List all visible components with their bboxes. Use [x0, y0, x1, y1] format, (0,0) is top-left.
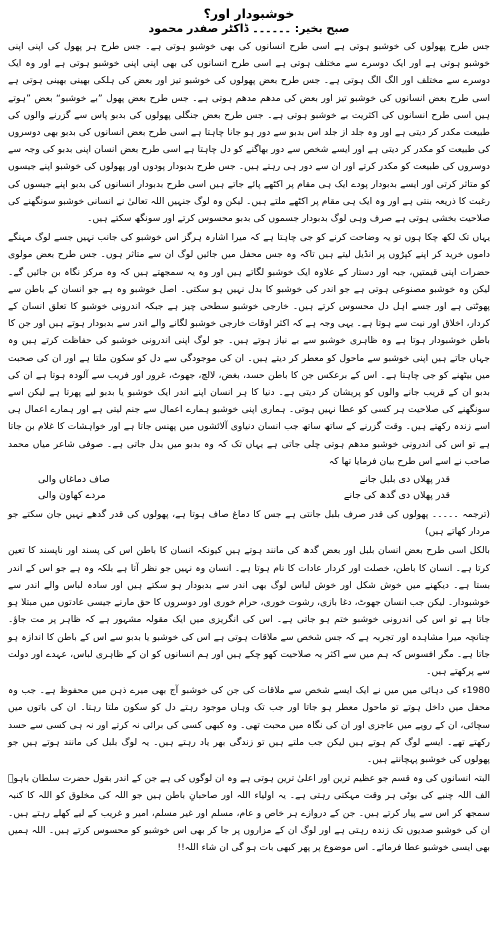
verse-line-2-first-half: قدر پھلاں دی گدھ کی جانے: [343, 490, 450, 502]
paragraph-5: البتہ انسانوں کی وہ قسم جو عظیم ترین اور اعلیٰ ترین ہوتی ہے وہ ان لوگوں کی ہے جن کے اندر بقول حضرت سلطان باہوؒ الف اللہ چنبے کی بوٹی ہر وقت مہکتی رہتی ہے۔ یہ اولیاء اللہ اور صاحبانِ باطن ہیں جو اللہ کی مخلوق کو اللہ کا کنبہ سمجھ کر اس سے پیار کرتے ہیں۔ جن کے دروازے ہر خاص و عام، مسلم اور غیر مسلم، امیر و غریب کے لیے کھلے رہتے ہیں۔ ان کی خوشبو صدیوں تک زندہ رہتی ہے اور لوگ ان کے مزاروں پر جا کر بھی اس خوشبو کو محسوس کرتے ہیں۔ اللہ ہمیں بھی ایسی خوشبو عطا فرمائے۔ اس موضوع پر پھر کبھی بات ہو گی ان شاء اللہ!!: [8, 773, 490, 853]
paragraph-4: 1980ء کی دہائی میں میں نے ایک ایسے شخص سے ملاقات کی جن کی خوشبو آج بھی میرے ذہن میں محفوظ ہے۔ جب وہ محفل میں داخل ہوتے تو ماحول معطر ہو جاتا اور جب تک وہاں موجود رہتے دل کو سکون ملتا رہتا۔ ان کی باتوں میں سچائی، ان کے رویے میں عاجزی اور ان کی نگاہ میں محبت تھی۔ وہ کبھی کسی کی برائی نہ کرتے اور نہ ہی کسی سے حسد رکھتے تھے۔ ایسے لوگ کم ہوتے ہیں لیکن جب ملتے ہیں تو زندگی بھر یاد رہتے ہیں۔ یہ لوگ بلبل کی مانند ہوتے ہیں جو پھولوں کی خوشبو پہچانتے ہیں۔: [8, 685, 490, 765]
verse-line-2-second-half: مردے کھاون والی: [38, 490, 106, 502]
article-title: خوشبودار اور؟: [203, 6, 295, 21]
paragraph-1: جس طرح پھولوں کی خوشبو ہوتی ہے اسی طرح انسانوں کی بھی خوشبو ہوتی ہے۔ جس طرح ہر پھول کی اپنی اپنی خوشبو ہوتی ہے اور ایک دوسرے سے مختلف ہوتی ہے اسی طرح انسانوں کی بھی اپنی اپنی خوشبو ہوتی ہے اور وہ ایک دوسرے سے مختلف اور الگ الگ ہوتی ہے۔ جس طرح بعض پھولوں کی خوشبو تیز اور بعض کی ہلکی بھینی بھینی ہوتی ہے اسی طرح بعض انسانوں کی خوشبو تیز اور بعض کی مدھم مدھم ہوتی ہے۔ جس طرح بعض پھول ”بے خوشبو“ بعض ”ہوتے ہیں اسی طرح انسانوں کی اکثریت بے خوشبو ہوتی ہے۔ جس طرح بعض جنگلی پھولوں کی بدبو پاس سے گزرنے والوں کی طبیعت مکدر کر دیتی ہے اور وہ جلد از جلد اس بدبو سے دور ہو جانا چاہتا ہے اسی طرح بعض انسانوں کی بدبو بھی دوسروں کی طبیعت کو مکدر کر دیتی ہے اور ایسے شخص سے دور بھاگنے کو دل چاہتا ہے اسی طرح بعض انسان اپنی بدبو کی وجہ سے دوسروں کی طبیعت کو مکدر کرتے اور ان سے دور ہی رہتے ہیں۔ جس طرح بدبودار پودوں اور پھولوں کی خوشبو اپنے جیسوں کو متاثر کرتی اور ایسے بدبودار پودے ایک ہی مقام پر اکٹھے پائے جاتے ہیں اسی طرح بدبودار انسانوں کی بدبو اپنے جیسوں کی رغبت کا ذریعہ بنتی ہے اور وہ ایک ہی مقام پر اکٹھے ملتے ہیں۔ لیکن وہ لوگ جنہیں اللہ تعالیٰ نے انسانی خوشبو سونگھنے کی صلاحیت بخشی ہوتی ہے صرف وہی لوگ بدبودار جسموں کی بدبو محسوس کرتے اور سونگھ سکتے ہیں۔: [8, 41, 490, 225]
paragraph-3: بالکل اسی طرح بعض انسان بلبل اور بعض گدھ کی مانند ہوتے ہیں کیونکہ انسان کا باطن اس کی پسند اور ناپسند کا تعین کرتا ہے۔ انسان کا باطن، خصلت اور کردار عادات کا نام ہوتا ہے۔ انسان وہ نہیں جو نظر آتا ہے بلکہ وہ ہے جو اس کے اندر بستا ہے۔ دیکھنے میں خوش شکل اور خوش لباس لوگ بھی اندر سے بدبودار ہو سکتے ہیں اور سادہ لباس والے اندر سے خوشبودار۔ لیکن جب انسان جھوٹ، دغا بازی، رشوت خوری، حرام خوری اور دوسروں کا حق مارنے جیسی عادتوں میں مبتلا ہو جاتا ہے تو اس کی اندرونی خوشبو ختم ہو جاتی ہے۔ اس کی انگریزی میں ایک مقولہ مشہور ہے کہ ظاہر پر مت جاؤ۔ چنانچہ میرا مشاہدہ اور تجربہ ہے کہ جس شخص سے ملاقات ہوتی ہے اس کی خوشبو یا بدبو سے اس کے باطن کا اندازہ ہو جاتا ہے۔ مگر افسوس کہ ہم میں سے اکثر یہ صلاحیت کھو چکے ہیں اور ہم انسانوں کو ان کے ظاہری لباس، عہدے اور دولت سے پرکھتے ہیں۔: [8, 545, 490, 677]
paragraph-2: یہاں تک لکھ چکا ہوں تو یہ وضاحت کرنے کو جی چاہتا ہے کہ میرا اشارہ ہرگز اس خوشبو کی جانب نہیں جسے لوگ مہنگے داموں خرید کر اپنے کپڑوں پر انڈیل لیتے ہیں تاکہ وہ جس محفل میں جائیں لوگ ان سے متاثر ہوں۔ جس طرح بعض مولوی حضرات اپنی قیمتیں، جبہ اور دستار کے علاوہ ایک خوشبو لگاتے ہیں اور وہ یہ سمجھتے ہیں کہ وہ مرکز نگاہ بن جائیں گے۔ لیکن وہ خوشبو مصنوعی ہوتی ہے جو اندر کی خوشبو کا بدل نہیں ہو سکتی۔ اصل خوشبو وہ ہے جو انسان کے باطن سے پھوٹتی ہے اور جسے اہل دل محسوس کرتے ہیں۔ خارجی خوشبو سطحی چیز ہے جبکہ اندرونی خوشبو کا تعلق انسان کے کردار، اخلاق اور نیت سے ہوتا ہے۔ یہی وجہ ہے کہ اکثر اوقات خارجی خوشبو لگانے والے اندر سے بدبودار ہوتے ہیں اور جن کا باطن خوشبودار ہوتا ہے وہ ظاہری خوشبو سے بے نیاز ہوتے ہیں۔ جو لوگ اپنی اندرونی خوشبو کی حفاظت کرتے ہیں وہ جہاں جاتے ہیں اپنی خوشبو سے ماحول کو معطر کر دیتے ہیں۔ ان کی موجودگی سے دل کو سکون ملتا ہے اور ان کی صحبت میں بیٹھنے کو جی چاہتا ہے۔ اس کے برعکس جن کا باطن حسد، بغض، لالچ، جھوٹ، غرور اور فریب سے آلودہ ہوتا ہے ان کی بدبو ان کے قریب جانے والوں کو پریشان کر دیتی ہے۔ دنیا کا ہر انسان اپنے اندر ایک خوشبو یا بدبو لیے پھرتا ہے لیکن اسے سونگھنے کی صلاحیت ہر کسی کو عطا نہیں ہوتی۔ ہماری اپنی خوشبو ہمارے اعمال سے جنم لیتی ہے اور ہمارے اعمال ہی اسے زندہ رکھتے ہیں۔ وقت گزرنے کے ساتھ ساتھ جب انسان دنیاوی آلائشوں میں پھنس جاتا ہے اور خواہشات کا غلام بن جاتا ہے تو اس کی اندرونی خوشبو مدھم ہوتی چلی جاتی ہے یہاں تک کہ وہ بدبو میں بدل جاتی ہے۔ صوفی شاعر میاں محمد صاحب نے اسے اس طرح بیان فرمایا تھا کہ: [8, 232, 490, 467]
verse-line-1-second-half: صاف دماغاں والی: [38, 474, 110, 486]
article-byline: صبح بخیر: ۔۔۔۔۔۔ ڈاکٹر صفدر محمود: [148, 22, 350, 35]
verse-line-1-first-half: قدر پھلاں دی بلبل جانے: [359, 474, 450, 486]
verse-line-2: [38, 488, 450, 504]
verse-translation: (ترجمہ ۔۔۔۔۔ پھولوں کی قدر صرف بلبل جانتی ہے جس کا دماغ صاف ہوتا ہے، پھولوں کی قدر گدھے نہیں جان سکتے جو مردار کھاتے ہیں): [8, 509, 490, 538]
poem-verse: [38, 472, 450, 504]
verse-line-1: [38, 472, 450, 488]
